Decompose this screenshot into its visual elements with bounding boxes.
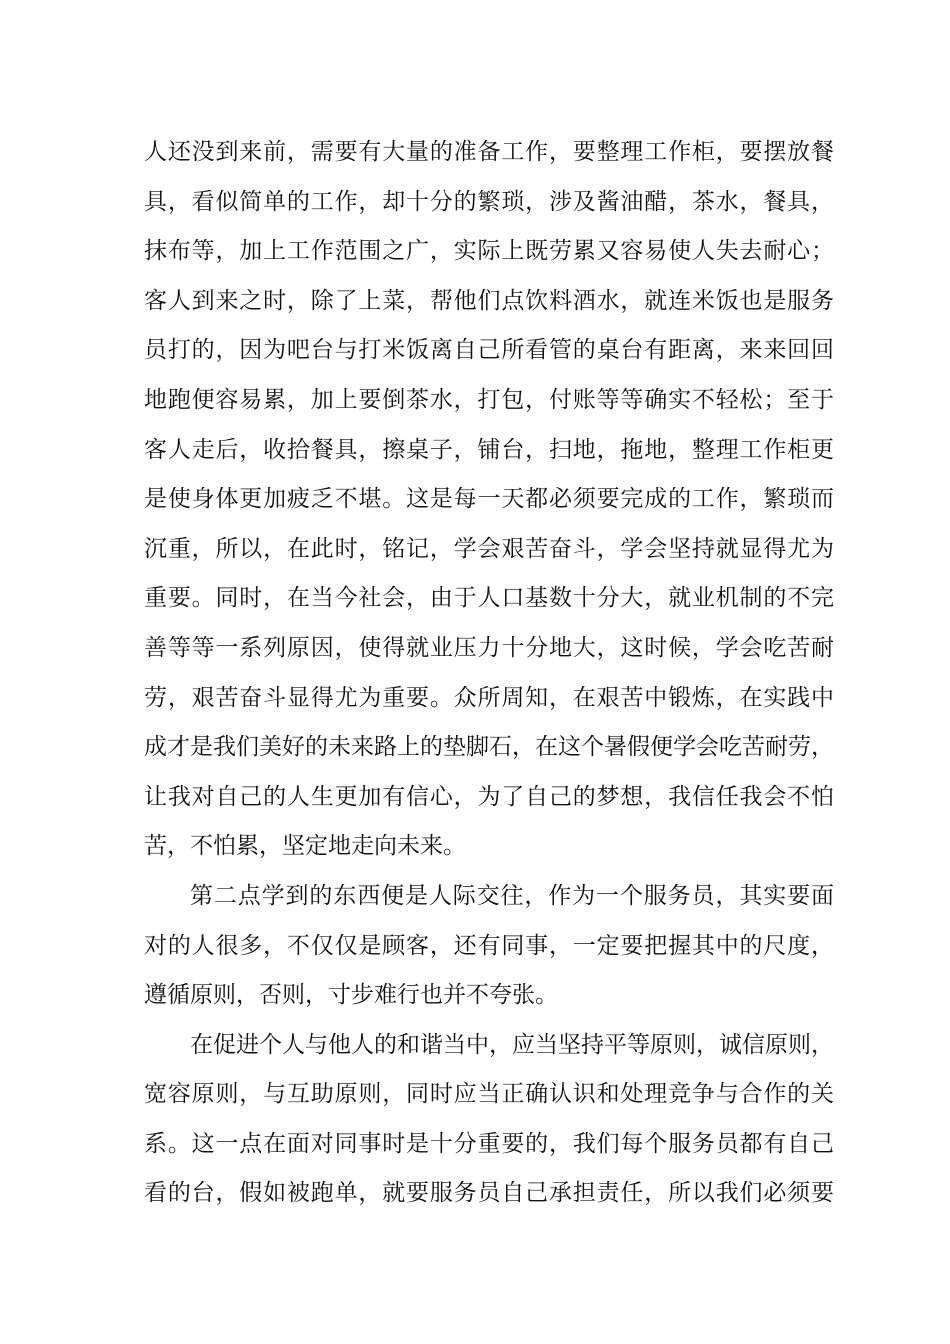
text-line: 地跑便容易累，加上要倒茶水，打包，付账等等确实不轻松；至于 (144, 386, 834, 413)
text-line: 苦，不怕累，坚定地走向未来。 (144, 833, 466, 860)
text-line: 善等等一系列原因，使得就业压力十分地大，这时候，学会吃苦耐 (144, 634, 834, 661)
paragraph-3 (144, 1021, 834, 1219)
text-line: 让我对自己的人生更加有信心，为了自己的梦想，我信任我会不怕 (144, 783, 834, 810)
text-line: 成才是我们美好的未来路上的垫脚石，在这个暑假便学会吃苦耐劳， (144, 734, 834, 761)
text-line: 劳，艰苦奋斗显得尤为重要。众所周知，在艰苦中锻炼，在实践中 (144, 684, 834, 711)
paragraph-2 (144, 872, 834, 1021)
text-line: 在促进个人与他人的和谐当中，应当坚持平等原则，诚信原则， (190, 1031, 834, 1058)
text-line: 第二点学到的东西便是人际交往，作为一个服务员，其实要面 (190, 882, 834, 909)
text-line: 遵循原则，否则，寸步难行也并不夸张。 (144, 982, 558, 1009)
text-line: 重要。同时，在当今社会，由于人口基数十分大，就业机制的不完 (144, 585, 834, 612)
text-line: 看的台，假如被跑单，就要服务员自己承担责任，所以我们必须要 (144, 1180, 834, 1207)
text-line: 客人到来之时，除了上菜，帮他们点饮料酒水，就连米饭也是服务 (144, 287, 834, 314)
text-line: 系。这一点在面对同事时是十分重要的，我们每个服务员都有自己 (144, 1130, 834, 1157)
document-body (144, 128, 834, 1219)
text-line: 客人走后，收拾餐具，擦桌子，铺台，扫地，拖地，整理工作柜更 (144, 436, 834, 463)
text-line: 抹布等，加上工作范围之广，实际上既劳累又容易使人失去耐心； (144, 238, 834, 265)
text-line: 宽容原则，与互助原则，同时应当正确认识和处理竞争与合作的关 (144, 1081, 834, 1108)
text-line: 沉重，所以，在此时，铭记，学会艰苦奋斗，学会坚持就显得尤为 (144, 535, 834, 562)
text-line: 员打的，因为吧台与打米饭离自己所看管的桌台有距离，来来回回 (144, 337, 834, 364)
paragraph-1 (144, 128, 834, 872)
text-line: 人还没到来前，需要有大量的准备工作，要整理工作柜，要摆放餐 (144, 139, 834, 165)
text-line: 具，看似简单的工作，却十分的繁琐，涉及酱油醋，茶水，餐具， (144, 188, 834, 215)
text-line: 是使身体更加疲乏不堪。这是每一天都必须要完成的工作，繁琐而 (144, 486, 834, 513)
text-line: 对的人很多，不仅仅是顾客，还有同事，一定要把握其中的尺度， (144, 932, 834, 959)
